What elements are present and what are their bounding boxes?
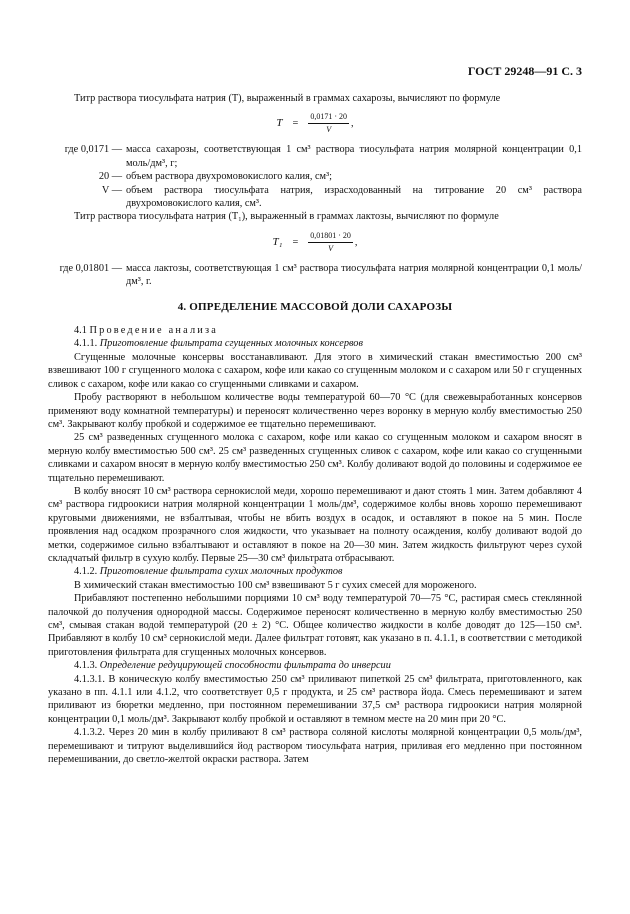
legend-definition: объем раствора двухромовокислого калия, см³;: [126, 171, 333, 183]
legend-definition: объем раствора тиосульфата натрия, израсходованный на титрование 20 см³ раствора двухромовокислого калия, см³.: [126, 184, 582, 210]
subsection-title: Проведение анализа: [89, 325, 219, 337]
formula-lhs: T: [276, 117, 283, 130]
formula-equals: =: [292, 118, 299, 130]
legend-row: [48, 143, 582, 170]
subsection-number: 4.1.1.: [74, 338, 98, 350]
formula-equals: =: [292, 236, 299, 248]
formula-numerator: 0,01801 · 20: [308, 231, 353, 243]
subsection-number: 4.1: [74, 325, 87, 337]
legend-2: [48, 262, 582, 289]
subsection-title: Приготовление фильтрата сгущенных молочных консервов: [99, 338, 363, 350]
subsection-title: Приготовление фильтрата сухих молочных продуктов: [99, 566, 343, 578]
paragraph: 4.1.3.2. Через 20 мин в колбу приливают 8 см³ раствора соляной кислоты молярной концентрации 0,5 моль/дм³, перемешивают и титруют выделившийся йод раствором тиосульфата натрия, приливая его медленно при постоянном перемешивании, до светло-желтой окраски раствора. Затем: [48, 727, 582, 766]
paragraph-titr-t1: Титр раствора тиосульфата натрия (T₁), выраженный в граммах лактозы, вычисляют по формуле: [74, 211, 499, 223]
formula-fraction: [308, 231, 353, 254]
subsection-4-1: [48, 324, 582, 337]
legend-term: V —: [101, 184, 122, 196]
paragraph: 25 см³ разведенных сгущенного молока с сахаром, кофе или какао со сгущенным молоком и сахаром вносят в мерную колбу вместимостью 500 см³. 25 см³ разведенных сгущенных сливок с сахаром, кофе или какао со сгущенными сливками и сахаром вносят в мерную колбу вместимостью 250 см³. Колбу доливают водой до половины и содержимое ее тщательно перемешивают.: [48, 432, 582, 484]
page-content: [48, 92, 582, 766]
formula-tail: ,: [351, 118, 354, 130]
legend-row: [48, 262, 582, 289]
legend-definition: масса сахарозы, соответствующая 1 см³ раствора тиосульфата натрия молярной концентрации 0,1 моль/дм³, г;: [126, 144, 582, 169]
legend-term: где 0,0171 —: [64, 144, 122, 156]
subsection-title: Определение редуцирующей способности фильтрата до инверсии: [99, 660, 391, 672]
legend-term: где 0,01801 —: [59, 262, 122, 274]
subsection-number: 4.1.3.: [74, 660, 98, 672]
formula-denominator: V: [326, 125, 332, 135]
formula-t1: [48, 231, 582, 254]
paragraph: 4.1.3.1. В коническую колбу вместимостью 250 см³ приливают пипеткой 25 см³ фильтрата, приготовленного, как указано в пп. 4.1.1 или 4.1.2, что соответствует 0,5 г продукта, и 25 см³ раствора йода. Смесь перемешивают и затем приливают из бюретки медленно, при постоянном перемешивании 37,5 см³ раствора гидроокиси натрия молярной концентрации 0,1 моль/дм³. Закрывают колбу пробкой и оставляют в темном месте на 20 мин при 20 °С.: [48, 673, 582, 725]
legend-definition: масса лактозы, соответствующая 1 см³ раствора тиосульфата натрия молярной концентрации 0,1 моль/дм³, г.: [126, 262, 582, 288]
subsection-4-1-2: [48, 565, 582, 578]
subsection-number: 4.1.2.: [74, 566, 98, 578]
paragraph-titr-t: Титр раствора тиосульфата натрия (T), выраженный в граммах сахарозы, вычисляют по формуле: [74, 93, 501, 104]
formula-denominator: V: [328, 243, 334, 253]
legend-row: [48, 170, 582, 183]
subsection-4-1-3: [48, 659, 582, 672]
paragraph: Сгущенные молочные консервы восстанавливают. Для этого в химический стакан вместимостью 200 см³ взвешивают 100 г сгущенного молока с сахаром, кофе или какао со сгущенным молоком и с сахаром или 50 г сгущенных сливок с сахаром, кофе или какао со сгущенными сливками и сахаром.: [48, 351, 582, 390]
legend-term: 20 —: [98, 171, 122, 183]
formula-numerator: 0,0171 · 20: [308, 112, 349, 124]
paragraph: Пробу растворяют в небольшом количестве воды температурой 60—70 °С (для свежевыработанных консервов применяют воду комнатной температуры) и переносят количественно через воронку в мерную колбу вместимостью 250 см³. Закрывают колбу пробкой и содержимое ее тщательно перемешивают.: [48, 392, 582, 430]
formula-lhs: T₁: [272, 235, 283, 248]
section-heading: 4. ОПРЕДЕЛЕНИЕ МАССОВОЙ ДОЛИ САХАРОЗЫ: [177, 300, 453, 313]
legend-row: [48, 184, 582, 211]
paragraph: В колбу вносят 10 см³ раствора сернокислой меди, хорошо перемешивают и дают стоять 1 мин. Затем добавляют 4 см³ раствора гидроокиси натрия молярной концентрации 1 моль/дм³, содержимое колбы вновь хорошо перемешивают круговыми движениями, не взбалтывая, чтобы не вбить воздух в осадок, и оставляют в покое на 5 мин. После проявления над осадком прозрачного слоя жидкости, что указывает на полноту осаждения, колбу доливают водой до метки, содержимое сильно взбалтывают и оставляют в покое на 20—30 мин. Затем жидкость фильтруют через сухой складчатый фильтр в сухую колбу. Первые 25—30 см³ фильтрата отбрасывают.: [48, 485, 582, 564]
subsection-4-1-1: [48, 337, 582, 350]
formula-tail: ,: [354, 236, 358, 248]
formula-fraction: [308, 112, 349, 135]
paragraph: В химический стакан вместимостью 100 см³ взвешивают 5 г сухих смесей для мороженого.: [74, 579, 477, 591]
page-header: ГОСТ 29248—91 С. 3: [467, 64, 582, 78]
legend-1: [48, 143, 582, 210]
paragraph: Прибавляют постепенно небольшими порциями 10 см³ воду температурой 70—75 °С, растирая смесь стеклянной палочкой до получения однородной массы. Содержимое переносят количественно в мерную колбу вместимостью 250 см³, смывая стакан водой температурой (20 ± 2) °С. Общее количество жидкости в колбе доводят до 125—150 см³. Прибавляют в колбу 10 см³ сернокислой меди. Далее фильтрат готовят, как указано в п. 4.1.1, в соответствии с методикой приготовления фильтрата для сгущенных молочных консервов.: [48, 593, 582, 658]
formula-t: [48, 112, 582, 135]
